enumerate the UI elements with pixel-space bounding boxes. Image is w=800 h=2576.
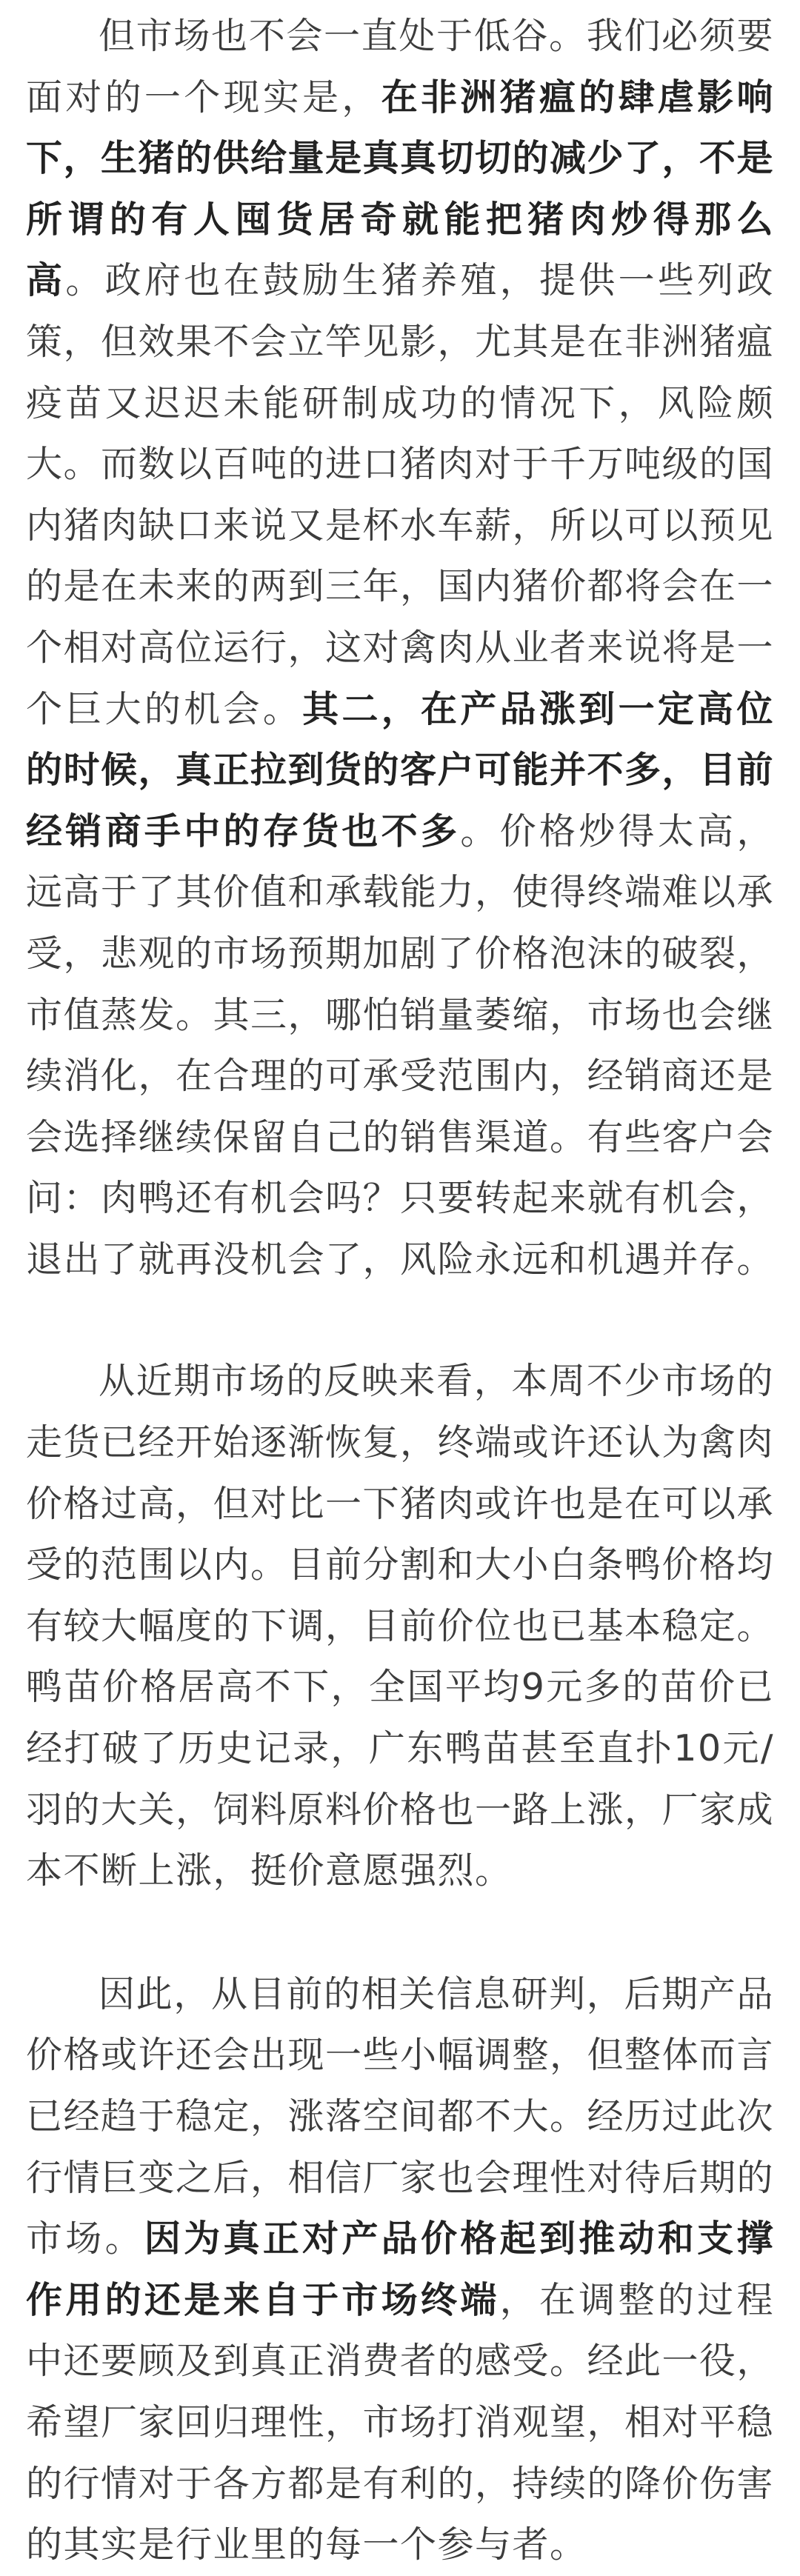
emphasis-segment: 在非洲猪瘟的肆虐影响下，生猪的供给量是真真切切的减少了，不是所谓的有人囤货居奇就能把猪肉炒得那么高 xyxy=(26,76,775,302)
emphasis-segment: 其二，在产品涨到一定高位的时候，真正拉到货的客户可能并不多，目前经销商手中的存货也不多 xyxy=(26,687,775,852)
paragraph-recent-market xyxy=(26,1351,774,1901)
paragraph-conclusion xyxy=(26,1964,774,2576)
text-segment: 但市场也不会一直处于低谷。我们必须要面对的一个现实是， xyxy=(26,15,774,119)
emphasis-segment: 因为真正对产品价格起到推动和支撑作用的还是来自于市场终端 xyxy=(26,2218,774,2321)
paragraph-market-outlook xyxy=(26,6,774,1290)
text-segment: 。价格炒得太高，远高于了其价值和承载能力，使得终端难以承受，悲观的市场预期加剧了价格泡沫的破裂，市值蒸发。其三，哪怕销量萎缩，市场也会继续消化，在合理的可承受范围内，经销商还是会选择继续保留自己的销售渠道。有些客户会问：肉鸭还有机会吗？只要转起来就有机会，退出了就再没机会了，风险永远和机遇并存。 xyxy=(26,810,775,1281)
paragraph-spacer xyxy=(26,1902,774,1964)
text-segment: ，在调整的过程中还要顾及到真正消费者的感受。经此一役，希望厂家回归理性，市场打消观望，相对平稳的行情对于各方都是有利的，持续的降价伤害的其实是行业里的每一个参与者。 xyxy=(26,2278,775,2566)
text-segment: 从近期市场的反映来看，本周不少市场的走货已经开始逐渐恢复，终端或许还认为禽肉价格过高，但对比一下猪肉或许也是在可以承受的范围以内。目前分割和大小白条鸭价格均有较大幅度的下调，目前价位也已基本稳定。鸭苗价格居高不下，全国平均9元多的苗价已经打破了历史记录，广东鸭苗甚至直扑10元/羽的大关，饲料原料价格也一路上涨，厂家成本不断上涨，挺价意愿强烈。 xyxy=(26,1360,775,1892)
text-segment: 因此，从目前的相关信息研判，后期产品价格或许还会出现一些小幅调整，但整体而言已经趋于稳定，涨落空间都不大。经历过此次行情巨变之后，相信厂家也会理性对待后期的市场。 xyxy=(26,1972,775,2260)
text-segment: 。政府也在鼓励生猪养殖，提供一些列政策，但效果不会立竿见影，尤其是在非洲猪瘟疫苗又迟迟未能研制成功的情况下，风险颇大。而数以百吨的进口猪肉对于千万吨级的国内猪肉缺口来说又是杯水车薪，所以可以预见的是在未来的两到三年，国内猪价都将会在一个相对高位运行，这对禽肉从业者来说将是一个巨大的机会。 xyxy=(26,259,775,730)
paragraph-spacer xyxy=(26,1290,774,1351)
